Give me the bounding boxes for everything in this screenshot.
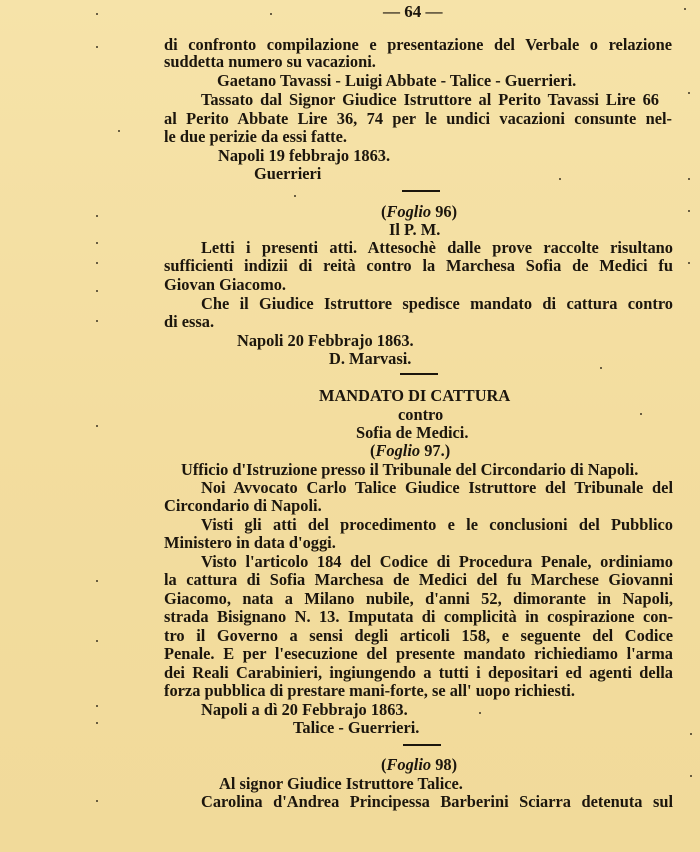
pm-heading: Il P. M. [389, 220, 441, 239]
date-line-2: Napoli 20 Febbrajo 1863. [237, 331, 414, 350]
contro-heading: contro [398, 405, 444, 424]
scan-speck [96, 46, 98, 48]
text-line-38: Al signor Giudice Istruttore Talice. [219, 774, 463, 793]
section-rule-2 [400, 373, 438, 375]
signatures-line: Gaetano Tavassi - Luigi Abbate - Talice - Guerrieri. [217, 71, 577, 90]
text-line-6: le due perizie da essi fatte. [164, 127, 347, 146]
text-line-29: Giacomo, nata a Milano nubile, d'anni 52, dimorante in Napoli, [164, 589, 673, 608]
text-line-30: strada Bisignano N. 13. Imputata di complicità in cospirazione con- [164, 607, 673, 626]
scan-speck [688, 210, 690, 212]
scan-speck [96, 580, 98, 582]
text-line-34: forza pubblica di prestare mani-forte, se all' uopo richiesti. [164, 681, 575, 700]
scan-speck [688, 178, 690, 180]
text-line-32: Penale. E per l'esecuzione del presente mandato richiediamo l'arma [164, 644, 673, 663]
text-line-14: Che il Giudice Istruttore spedisce mandato di cattura contro [201, 294, 673, 313]
text-line-39: Carolina d'Andrea Principessa Barberini Sciarra detenuta sul [201, 792, 673, 811]
scan-speck [96, 13, 98, 15]
scan-speck [96, 215, 98, 217]
text-line-31: tro il Governo a sensi degli articoli 158, e seguente del Codice [164, 626, 673, 645]
scan-speck [96, 290, 98, 292]
scan-speck [270, 13, 272, 15]
scan-speck [96, 640, 98, 642]
text-line-1: di confronto compilazione e presentazione del Verbale o relazione [164, 35, 672, 54]
scan-speck [559, 178, 561, 180]
text-line-22: Ufficio d'Istruzione presso il Tribunale del Circondario di Napoli. [181, 460, 639, 479]
scan-speck [690, 733, 692, 735]
page-number: — 64 — [383, 2, 443, 21]
scan-speck [600, 367, 602, 369]
text-line-24: Circondario di Napoli. [164, 496, 322, 515]
scan-speck [688, 262, 690, 264]
signature-talice: Talice - Guerrieri. [293, 718, 420, 737]
text-line-26: Ministero in data d'oggi. [164, 533, 336, 552]
text-line-25: Visti gli atti del procedimento e le conclusioni del Pubblico [201, 515, 673, 534]
scan-speck [684, 8, 686, 10]
date-line-3: Napoli a dì 20 Febbrajo 1863. [201, 700, 408, 719]
text-line-33: dei Reali Carabinieri, ingiungendo a tutti i depositari ed agenti della [164, 663, 673, 682]
foglio-97-heading: (Foglio 97.) [370, 441, 451, 460]
signature-marvasi: D. Marvasi. [329, 349, 412, 368]
section-rule-3 [403, 744, 441, 746]
scan-speck [479, 712, 481, 714]
text-line-11: Letti i presenti atti. Attesochè dalle prove raccolte risultano [201, 238, 673, 257]
date-line-1: Napoli 19 febbrajo 1863. [218, 146, 391, 165]
text-line-5: al Perito Abbate Lire 36, 74 per le undici vacazioni consunte nel- [164, 109, 672, 128]
scan-speck [96, 800, 98, 802]
section-rule-1 [402, 190, 440, 192]
text-line-13: Giovan Giacomo. [164, 275, 287, 294]
scan-speck [96, 262, 98, 264]
scan-speck [96, 425, 98, 427]
foglio-98-heading: (Foglio 98) [381, 755, 458, 774]
mandato-heading: MANDATO DI CATTURA [319, 386, 511, 405]
text-line-27: Visto l'articolo 184 del Codice di Procedura Penale, ordiniamo [201, 552, 673, 571]
scan-speck [96, 705, 98, 707]
scan-speck [690, 775, 692, 777]
scan-speck [640, 413, 642, 415]
scan-speck [294, 195, 296, 197]
text-line-23: Noi Avvocato Carlo Talice Giudice Istruttore del Tribunale del [201, 478, 673, 497]
sofia-heading: Sofia de Medici. [356, 423, 469, 442]
text-line-15: di essa. [164, 312, 215, 331]
text-line-4: Tassato dal Signor Giudice Istruttore al Perito Tavassi Lire 66 [201, 90, 659, 109]
scan-speck [688, 92, 690, 94]
scan-speck [96, 722, 98, 724]
scan-speck [96, 320, 98, 322]
scan-speck [96, 242, 98, 244]
text-line-12: sufficienti indizii di reità contro la Marchesa Sofia de Medici fu [164, 256, 673, 275]
text-line-28: la cattura di Sofia Marchesa de Medici del fu Marchese Giovanni [164, 570, 673, 589]
scan-speck [118, 130, 120, 132]
foglio-96-heading: (Foglio 96) [381, 202, 458, 221]
signature-guerrieri: Guerrieri [254, 164, 322, 183]
text-line-2: suddetta numero su vacazioni. [164, 52, 376, 71]
